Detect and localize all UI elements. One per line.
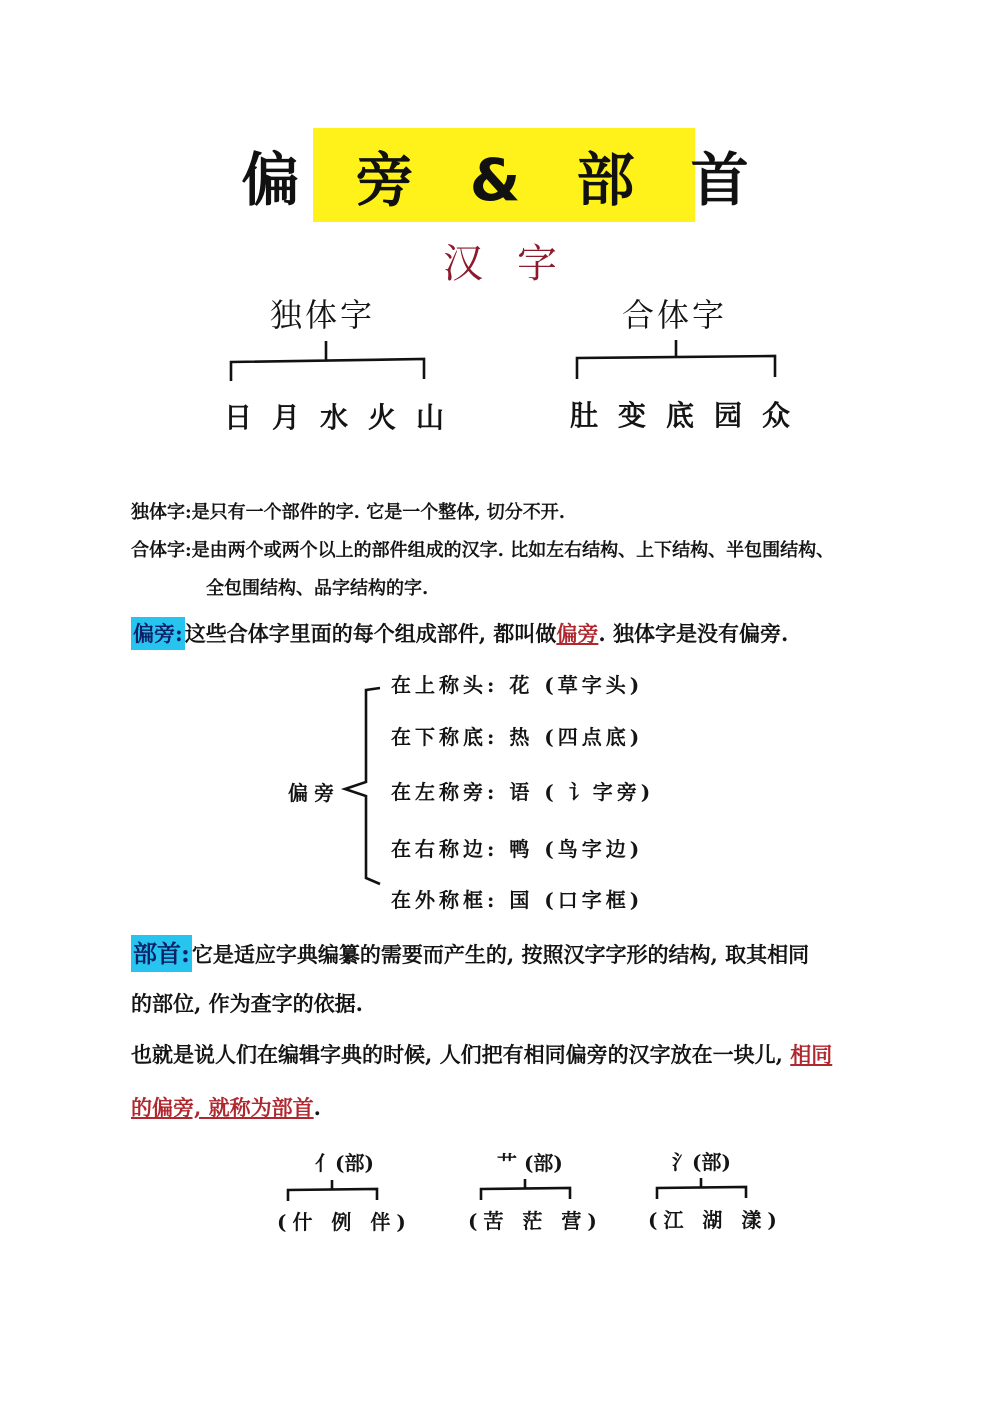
pianpang-definition [131, 618, 788, 648]
bushou-text-3: 也就是说人们在编辑字典的时候, 人们把有相同偏旁的汉字放在一块儿, [131, 1042, 791, 1067]
single-char-text: 是只有一个部件的字. 它是一个整体, 切分不开. [191, 502, 565, 523]
pianpang-item-outer: 在外称框: 国 (口字框) [391, 888, 644, 912]
single-char-term: 独体字: [131, 502, 192, 523]
bushou-definition-line4 [131, 1092, 321, 1122]
radical-examples-cao: (苦 茫 营) [468, 1209, 603, 1233]
compound-char-text-2: 全包围结构、品字结构的字. [206, 578, 429, 599]
single-char-definition [131, 498, 565, 524]
pianpang-text-before: 这些合体字里面的每个组成部件, 都叫做 [184, 621, 557, 646]
bushou-text-4: . [313, 1095, 321, 1120]
bushou-highlight-2: 的偏旁, 就称为部首 [131, 1095, 314, 1120]
pianpang-term: 偏旁: [131, 617, 185, 650]
radical-label-cao: 艹 (部) [497, 1151, 563, 1175]
compound-char-term: 合体字: [131, 540, 192, 561]
radical-label-shui: 氵(部) [672, 1150, 731, 1174]
compound-char-label: 合体字 [622, 296, 728, 334]
single-char-label: 独体字 [270, 296, 376, 334]
compound-char-text-1: 是由两个或两个以上的部件组成的汉字. 比如左右结构、上下结构、半包围结构、 [191, 540, 835, 561]
page-subtitle: 汉字 [443, 241, 591, 287]
compound-char-bracket [577, 340, 775, 379]
bushou-definition-line3 [131, 1039, 832, 1069]
pianpang-item-bottom: 在下称底: 热 (四点底) [391, 725, 644, 749]
single-char-bracket [231, 341, 424, 381]
pianpang-branch-label: 偏旁 [288, 781, 340, 805]
pianpang-text-after: . 独体字是没有偏旁. [598, 621, 789, 646]
radical-bracket-shui [657, 1178, 746, 1199]
compound-char-examples: 肚变底园众 [570, 399, 811, 432]
pianpang-item-right: 在右称边: 鸭 (鸟字边) [391, 837, 644, 861]
bushou-text-2: 的部位, 作为查字的依据. [131, 991, 363, 1016]
radical-bracket-cao [481, 1179, 570, 1200]
pianpang-highlight: 偏旁 [556, 621, 599, 646]
bushou-term: 部首: [131, 935, 192, 972]
pianpang-brace [345, 688, 380, 884]
radical-label-ren: 亻(部) [315, 1151, 374, 1175]
radical-bracket-ren [288, 1180, 377, 1201]
compound-char-definition [131, 536, 834, 562]
radical-examples-shui: (江 湖 漾) [648, 1208, 783, 1232]
bushou-definition-line1 [131, 934, 809, 969]
pianpang-item-left: 在左称旁: 语 ( 讠字旁) [391, 780, 655, 804]
bushou-highlight-1: 相同 [790, 1042, 833, 1067]
radical-examples-ren: (什 例 伴) [277, 1210, 412, 1234]
single-char-examples: 日月水火山 [224, 401, 465, 434]
pianpang-item-top: 在上称头: 花 (草字头) [391, 673, 644, 697]
page-title: 偏 旁 & 部 首 [313, 128, 695, 222]
bushou-text-1: 它是适应字典编纂的需要而产生的, 按照汉字字形的结构, 取其相同 [191, 942, 810, 967]
